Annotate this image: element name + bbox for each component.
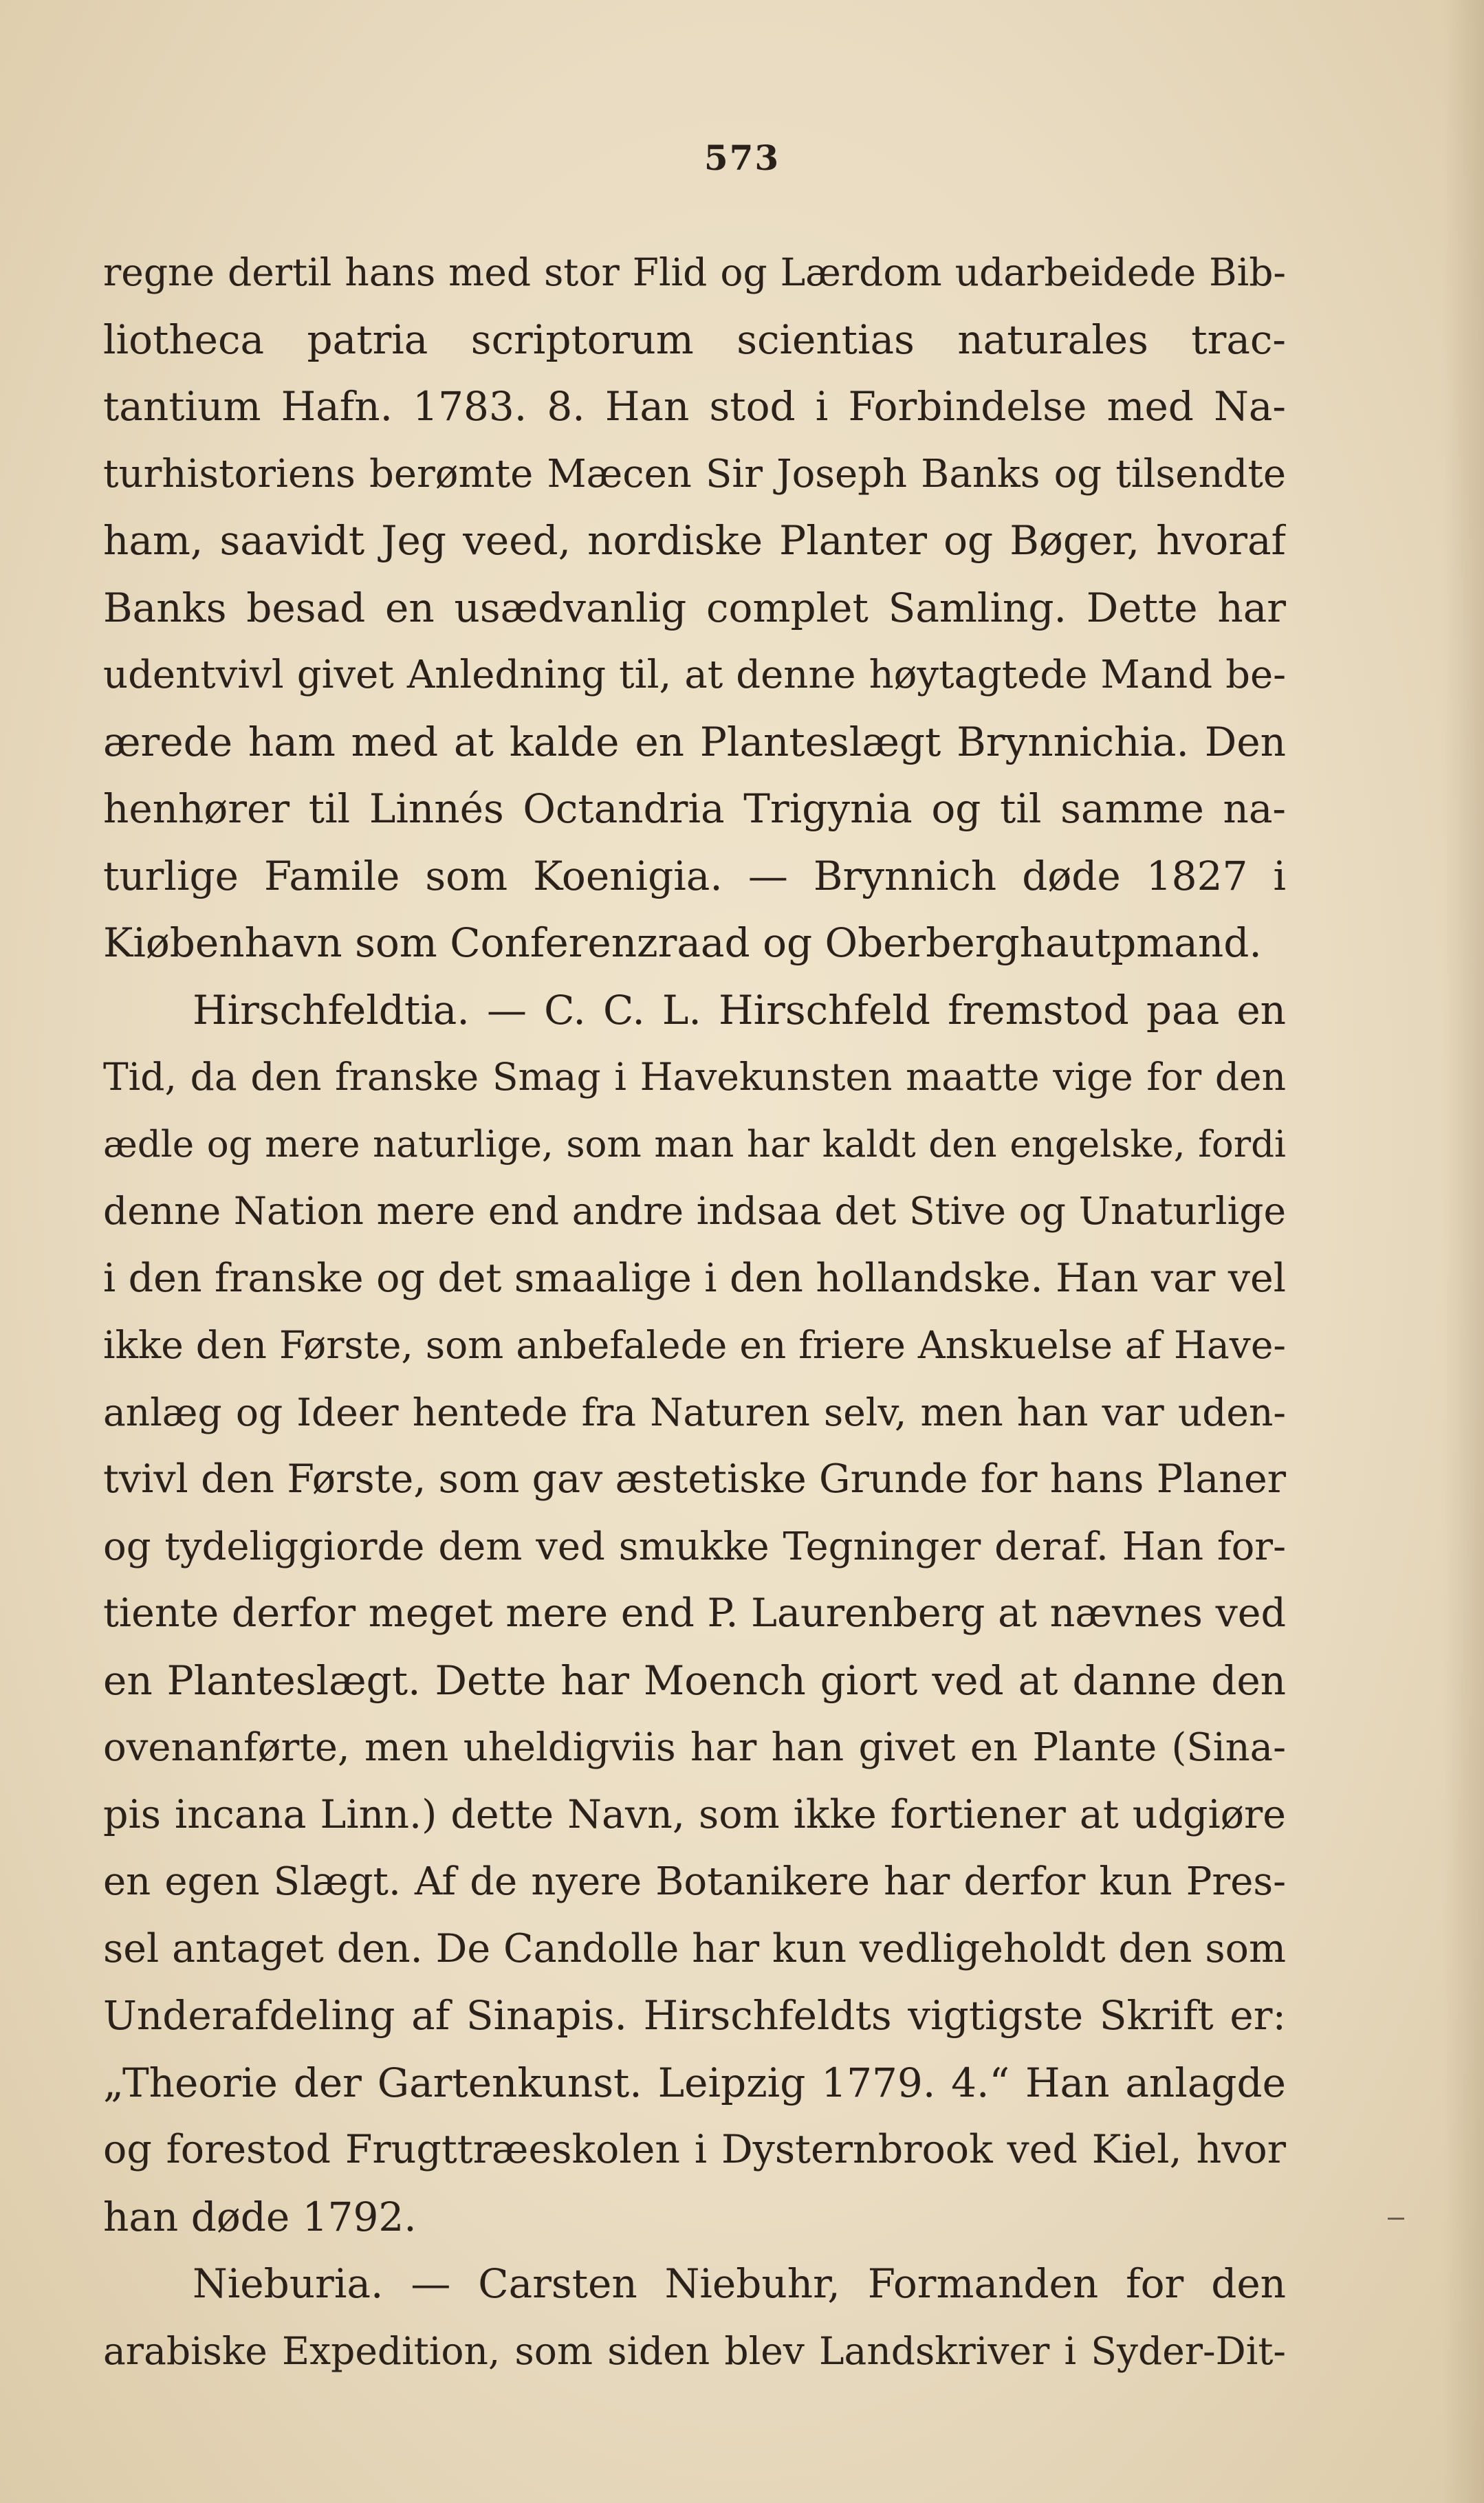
- text-line: tiente derfor meget mere end P. Laurenberg at nævnes ved: [103, 1591, 1286, 1636]
- text-line: turhistoriens berømte Mæcen Sir Joseph Banks og tilsendte: [103, 451, 1286, 496]
- text-line: han døde 1792.: [103, 2193, 417, 2240]
- text-line: „Theorie der Gartenkunst. Leipzig 1779. 4.“ Han anlagde: [103, 2059, 1286, 2106]
- text-line: udentvivl givet Anledning til, at denne høytagtede Mand be-: [103, 653, 1286, 697]
- body-text: [103, 239, 1286, 2385]
- text-line: en Planteslægt. Dette har Moench giort ved at danne den: [103, 1657, 1286, 1704]
- text-line: Nieburia. — Carsten Niebuhr, Formanden for den: [193, 2260, 1286, 2307]
- text-line: Hirschfeldtia. — C. C. L. Hirschfeld fremstod paa en: [193, 986, 1286, 1034]
- text-line: anlæg og Ideer hentede fra Naturen selv, men han var uden-: [103, 1390, 1286, 1434]
- text-line: ædle og mere naturlige, som man har kaldt den engelske, fordi: [103, 1123, 1286, 1166]
- text-line: og tydeliggiorde dem ved smukke Tegninger deraf. Han for-: [103, 1524, 1286, 1569]
- text-line: henhører til Linnés Octandria Trigynia og til samme na-: [103, 785, 1286, 832]
- margin-mark: [1388, 2218, 1404, 2220]
- text-line: tantium Hafn. 1783. 8. Han stod i Forbindelse med Na-: [103, 383, 1286, 430]
- text-line: Kiøbenhavn som Conferenzraad og Oberberghautpmand.: [103, 919, 1262, 966]
- text-line: ærede ham med at kalde en Planteslægt Brynnichia. Den: [103, 718, 1286, 765]
- text-line: Underafdeling af Sinapis. Hirschfeldts vigtigste Skrift er:: [103, 1992, 1286, 2039]
- text-line: en egen Slægt. Af de nyere Botanikere har derfor kun Pres-: [103, 1859, 1286, 1904]
- text-line: ham, saavidt Jeg veed, nordiske Planter og Bøger, hvoraf: [103, 517, 1286, 564]
- text-line: pis incana Linn.) dette Navn, som ikke fortiener at udgiøre: [103, 1791, 1286, 1837]
- text-line: regne dertil hans med stor Flid og Lærdom udarbeidede Bib-: [103, 250, 1286, 294]
- text-line: tvivl den Første, som gav æstetiske Grunde for hans Planer: [103, 1456, 1286, 1502]
- text-line: denne Nation mere end andre indsaa det Stive og Unaturlige: [103, 1189, 1286, 1233]
- text-line: ovenanførte, men uheldigviis har han givet en Plante (Sina-: [103, 1725, 1286, 1770]
- text-line: sel antaget den. De Candolle har kun vedligeholdt den som: [103, 1925, 1286, 1971]
- text-line: ikke den Første, som anbefalede en friere Anskuelse af Have-: [103, 1323, 1286, 1367]
- text-line: Banks besad en usædvanlig complet Samling. Dette har: [103, 584, 1286, 631]
- page-number: 573: [703, 138, 781, 178]
- text-line: turlige Famile som Koenigia. — Brynnich døde 1827 i: [103, 852, 1286, 899]
- text-line: liotheca patria scriptorum scientias naturales trac-: [103, 316, 1286, 363]
- text-line: arabiske Expedition, som siden blev Landskriver i Syder-Dit-: [103, 2328, 1286, 2373]
- page-edge-shadow: [1443, 0, 1484, 2503]
- text-line: og forestod Frugttræeskolen i Dysternbrook ved Kiel, hvor: [103, 2127, 1286, 2172]
- text-line: i den franske og det smaalige i den hollandske. Han var vel: [103, 1255, 1286, 1301]
- text-line: Tid, da den franske Smag i Havekunsten maatte vige for den: [103, 1055, 1286, 1099]
